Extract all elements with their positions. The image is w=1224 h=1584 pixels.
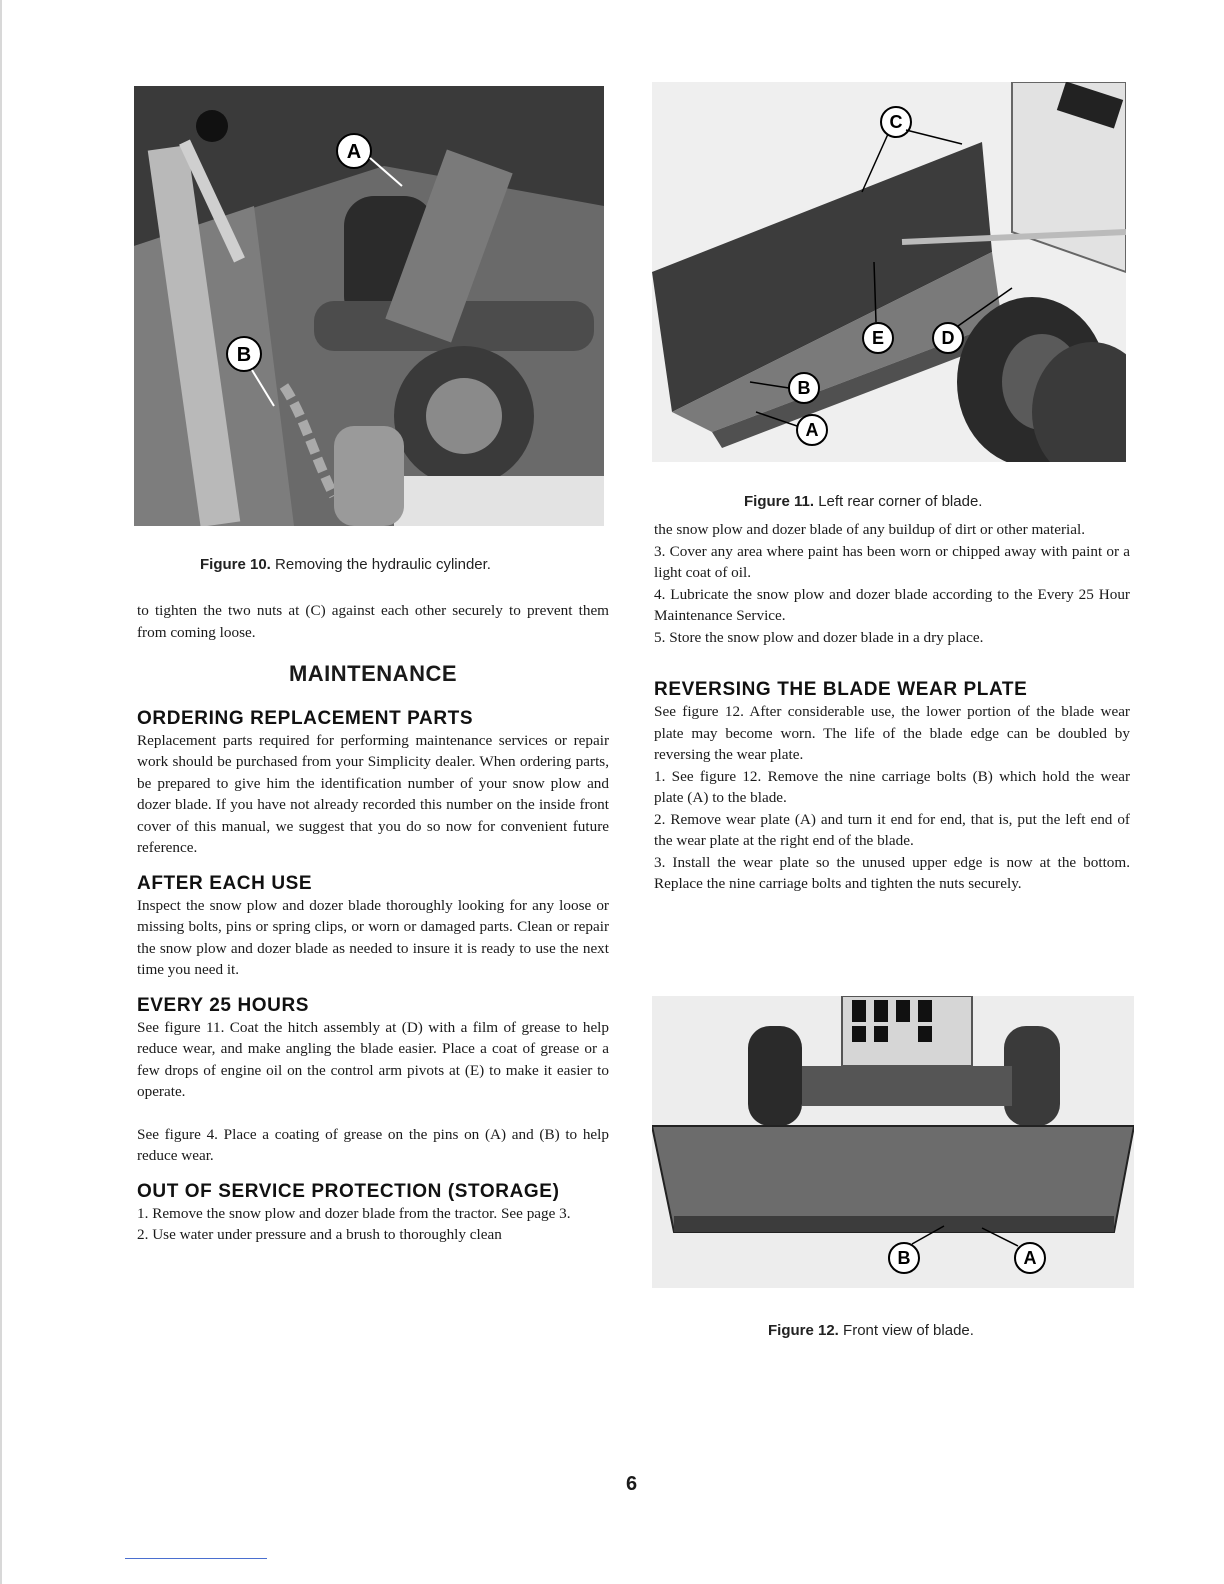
figure-12-label: Figure 12. <box>768 1322 839 1339</box>
after-each-use-body: Inspect the snow plow and dozer blade thoroughly looking for any loose or missing bolts, pins or spring clips, or worn or damaged parts. Clean or repair the snow plow and dozer blade as needed to insure it is ready to use the next time you need it. <box>137 896 609 978</box>
storage-step-5: 5. Store the snow plow and dozer blade in a dry place. <box>654 628 984 646</box>
ordering-parts-heading: ORDERING REPLACEMENT PARTS <box>137 707 474 729</box>
scan-edge <box>0 0 2 1584</box>
callout-e-label: E <box>871 328 885 348</box>
reversing-step-2: 2. Remove wear plate (A) and turn it end for end, that is, put the left end of the wear plate at the right end of the blade. <box>654 810 1130 849</box>
callout-d-label: D <box>941 328 955 348</box>
reversing-step-1: 1. See figure 12. Remove the nine carriage bolts (B) which hold the wear plate (A) to the blade. <box>654 767 1130 806</box>
after-each-use-heading: AFTER EACH USE <box>137 872 313 894</box>
callout-b-label: B <box>236 344 252 366</box>
figure-11-photo <box>652 82 1126 462</box>
storage-heading: OUT OF SERVICE PROTECTION (STORAGE) <box>137 1180 560 1202</box>
figure-12-text: Front view of blade. <box>843 1322 974 1339</box>
figure-12-caption <box>768 1322 974 1339</box>
figure-10-label: Figure 10. <box>200 556 271 573</box>
every-25-hours-body-2: See figure 4. Place a coating of grease on the pins on (A) and (B) to help reduce wear. <box>137 1125 609 1164</box>
reversing-heading: REVERSING THE BLADE WEAR PLATE <box>654 679 1028 700</box>
storage-continued: the snow plow and dozer blade of any buildup of dirt or other material. <box>654 521 1086 538</box>
every-25-hours-heading: EVERY 25 HOURS <box>137 994 310 1016</box>
figure-10-illustration <box>134 86 604 526</box>
storage-step-1: 1. Remove the snow plow and dozer blade from the tractor. See page 3. <box>137 1204 571 1222</box>
reversing-step-3: 3. Install the wear plate so the unused upper edge is now at the bottom. Replace the nine carriage bolts and tighten the nuts securely. <box>654 853 1130 892</box>
figure-11-label: Figure 11. <box>744 493 815 510</box>
right-column <box>654 519 1130 895</box>
figure-10-caption <box>200 556 491 573</box>
storage-step-4: 4. Lubricate the snow plow and dozer blade according to the Every 25 Hour Maintenance Service. <box>654 585 1130 624</box>
ordering-parts-body: Replacement parts required for performing maintenance services or repair work should be purchased from your Simplicity dealer. When ordering parts, be prepared to give him the identification number of your snow plow and dozer blade. If you have not already recorded this number on the inside front cover of this manual, we suggest that you do so now for convenient future reference. <box>137 731 609 856</box>
figure-10-photo <box>134 86 604 526</box>
storage-step-2: 2. Use water under pressure and a brush to thoroughly clean <box>137 1226 502 1243</box>
figure-12-illustration <box>652 996 1134 1288</box>
page-number: 6 <box>626 1473 638 1495</box>
storage-step-3: 3. Cover any area where paint has been worn or chipped away with paint or a light coat of oil. <box>654 542 1130 581</box>
every-25-hours-body-1: See figure 11. Coat the hitch assembly at (D) with a film of grease to help reduce wear, and make angling the blade easier. Place a coat of grease or a few drops of engine oil on the control arm pivots at (E) to make it easier to operate. <box>137 1018 609 1100</box>
figure-10-text: Removing the hydraulic cylinder. <box>275 556 491 573</box>
callout-a-label: A <box>805 420 819 440</box>
figure-11-caption <box>744 493 982 510</box>
intro-paragraph: to tighten the two nuts at (C) against each other securely to prevent them from coming loose. <box>137 602 609 641</box>
footer-line <box>125 1558 267 1559</box>
callout-c-label: C <box>889 112 903 132</box>
figure-11-illustration <box>652 82 1126 462</box>
reversing-body: See figure 12. After considerable use, the lower portion of the blade wear plate may become worn. The life of the blade edge can be doubled by reversing the wear plate. <box>654 703 1130 763</box>
callout-a-label: A <box>1023 1248 1037 1268</box>
figure-12-photo <box>652 996 1134 1288</box>
callout-b-label: B <box>897 1248 911 1268</box>
callout-b-label: B <box>797 378 811 398</box>
figure-11-text: Left rear corner of blade. <box>818 493 983 510</box>
maintenance-heading: MAINTENANCE <box>288 661 458 686</box>
left-column <box>137 600 609 1246</box>
callout-a-label: A <box>346 141 362 163</box>
